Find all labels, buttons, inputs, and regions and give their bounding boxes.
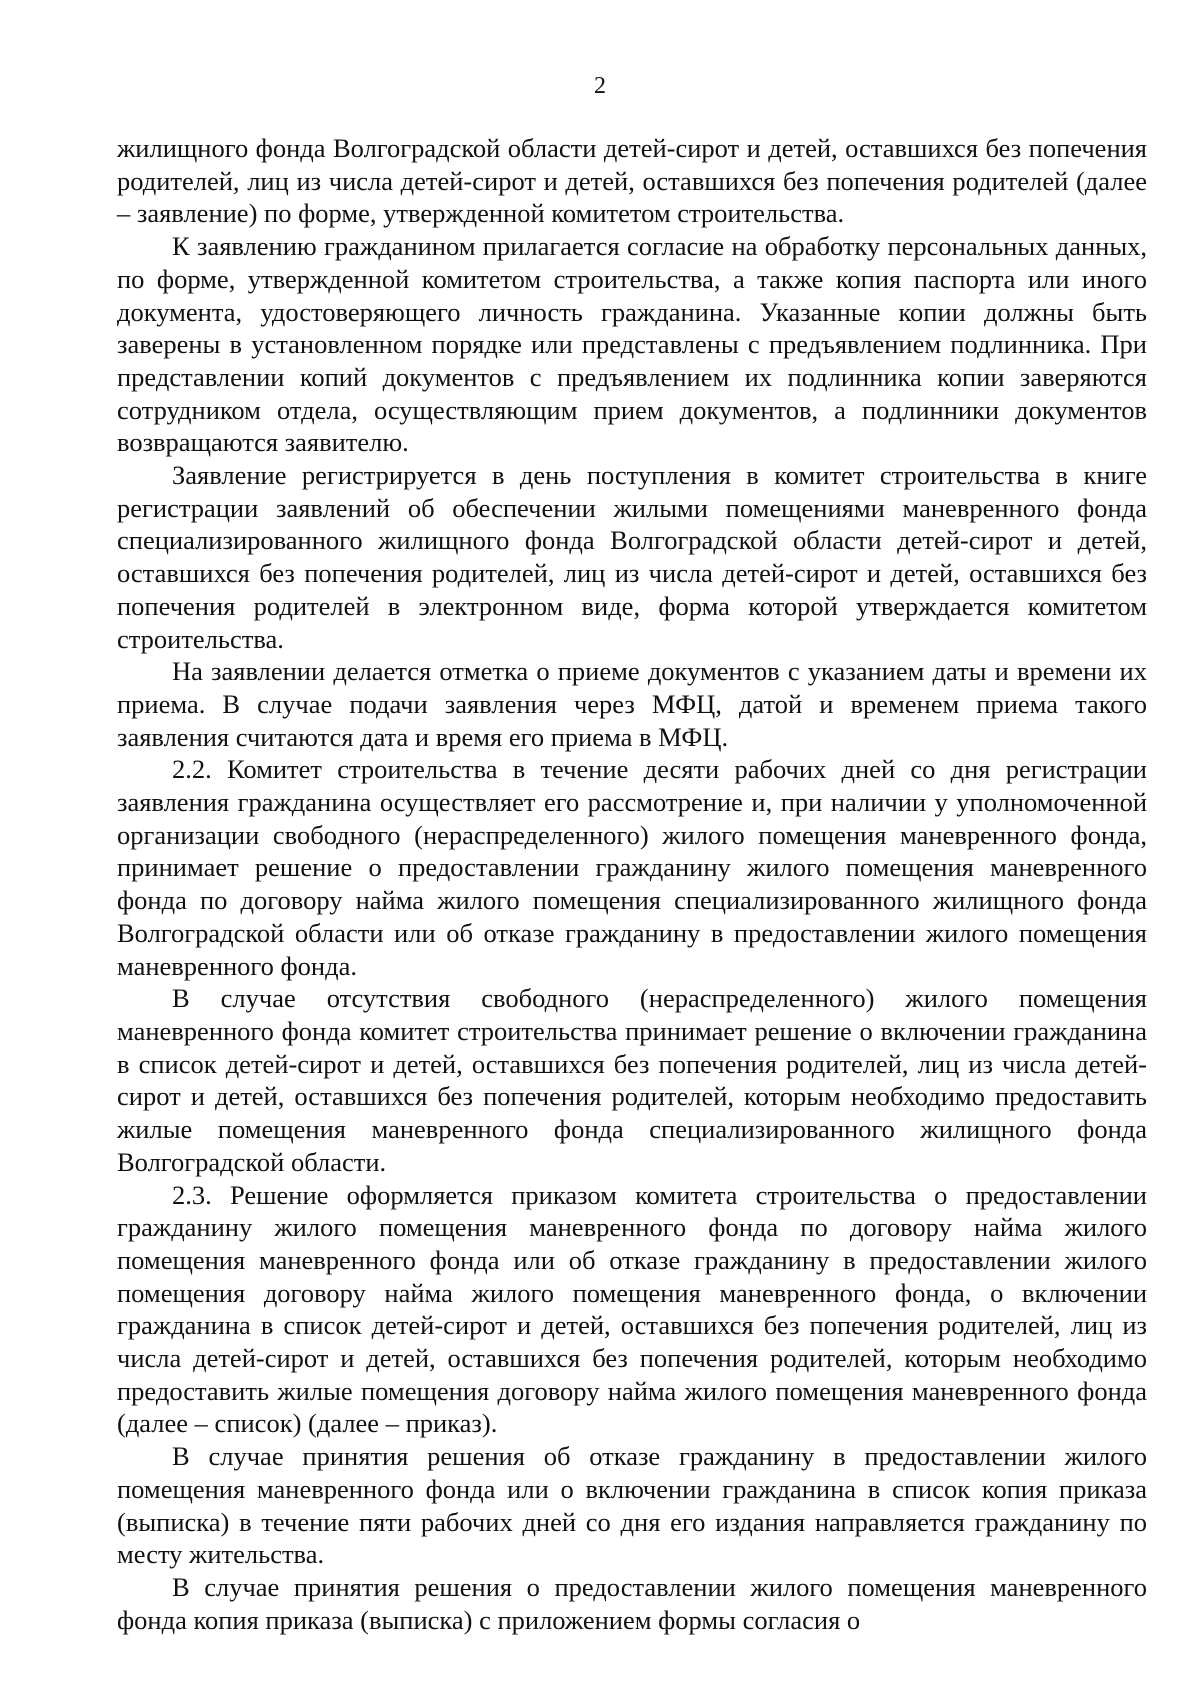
paragraph-registration: Заявление регистрируется в день поступления в комитет строительства в книге регистрации заявлений об обеспечении жилыми помещениями маневренного фонда специализированного жилищного фонда Волгоградской области детей-сирот и детей, оставшихся без попечения родителей, лиц из числа детей-сирот и детей, оставшихся без попечения родителей в электронном виде, форма которой утверждается комитетом строительства. bbox=[117, 460, 1147, 654]
page-number: 2 bbox=[594, 73, 606, 99]
paragraph-continuation: жилищного фонда Волгоградской области детей-сирот и детей, оставшихся без попечения родителей, лиц из числа детей-сирот и детей, оставшихся без попечения родителей (далее – заявление) по форме, утвержденной комитетом строительства. bbox=[117, 133, 1147, 229]
paragraph-acceptance-mark: На заявлении делается отметка о приеме документов с указанием даты и времени их приема. В случае подачи заявления через МФЦ, датой и временем приема такого заявления считаются дата и время его приема в МФЦ. bbox=[117, 656, 1147, 752]
paragraph-refusal-notice: В случае принятия решения об отказе гражданину в предоставлении жилого помещения маневренного фонда или о включении гражданина в список копия приказа (выписка) в течение пяти рабочих дней со дня его издания направляется гражданину по месту жительства. bbox=[117, 1441, 1147, 1570]
paragraph-section-2-3: 2.3. Решение оформляется приказом комитета строительства о предоставлении гражданину жилого помещения маневренного фонда по договору найма жилого помещения маневренного фонда или об отказе гражданину в предоставлении жилого помещения договору найма жилого помещения маневренного фонда, о включении гражданина в список детей-сирот и детей, оставшихся без попечения родителей, лиц из числа детей-сирот и детей, оставшихся без попечения родителей, которым необходимо предоставить жилые помещения договору найма жилого помещения маневренного фонда (далее – список) (далее – приказ). bbox=[117, 1179, 1147, 1439]
paragraph-approval-notice: В случае принятия решения о предоставлении жилого помещения маневренного фонда копия приказа (выписка) с приложением формы согласия о bbox=[117, 1571, 1147, 1635]
document-body bbox=[117, 132, 1147, 1636]
paragraph-no-vacancy: В случае отсутствия свободного (нераспределенного) жилого помещения маневренного фонда комитет строительства принимает решение о включении гражданина в список детей-сирот и детей, оставшихся без попечения родителей, лиц из числа детей-сирот и детей, оставшихся без попечения родителей, которым необходимо предоставить жилые помещения маневренного фонда специализированного жилищного фонда Волгоградской области. bbox=[117, 983, 1147, 1177]
paragraph-attachments: К заявлению гражданином прилагается согласие на обработку персональных данных, по форме, утвержденной комитетом строительства, а также копия паспорта или иного документа, удостоверяющего личность гражданина. Указанные копии должны быть заверены в установленном порядке или представлены с предъявлением подлинника. При представлении копий документов с предъявлением их подлинника копии заверяются сотрудником отдела, осуществляющим прием документов, а подлинники документов возвращаются заявителю. bbox=[117, 231, 1147, 458]
paragraph-section-2-2: 2.2. Комитет строительства в течение десяти рабочих дней со дня регистрации заявления гражданина осуществляет его рассмотрение и, при наличии у уполномоченной организации свободного (нераспределенного) жилого помещения маневренного фонда, принимает решение о предоставлении гражданину жилого помещения маневренного фонда по договору найма жилого помещения специализированного жилищного фонда Волгоградской области или об отказе гражданину в предоставлении жилого помещения маневренного фонда. bbox=[117, 754, 1147, 981]
